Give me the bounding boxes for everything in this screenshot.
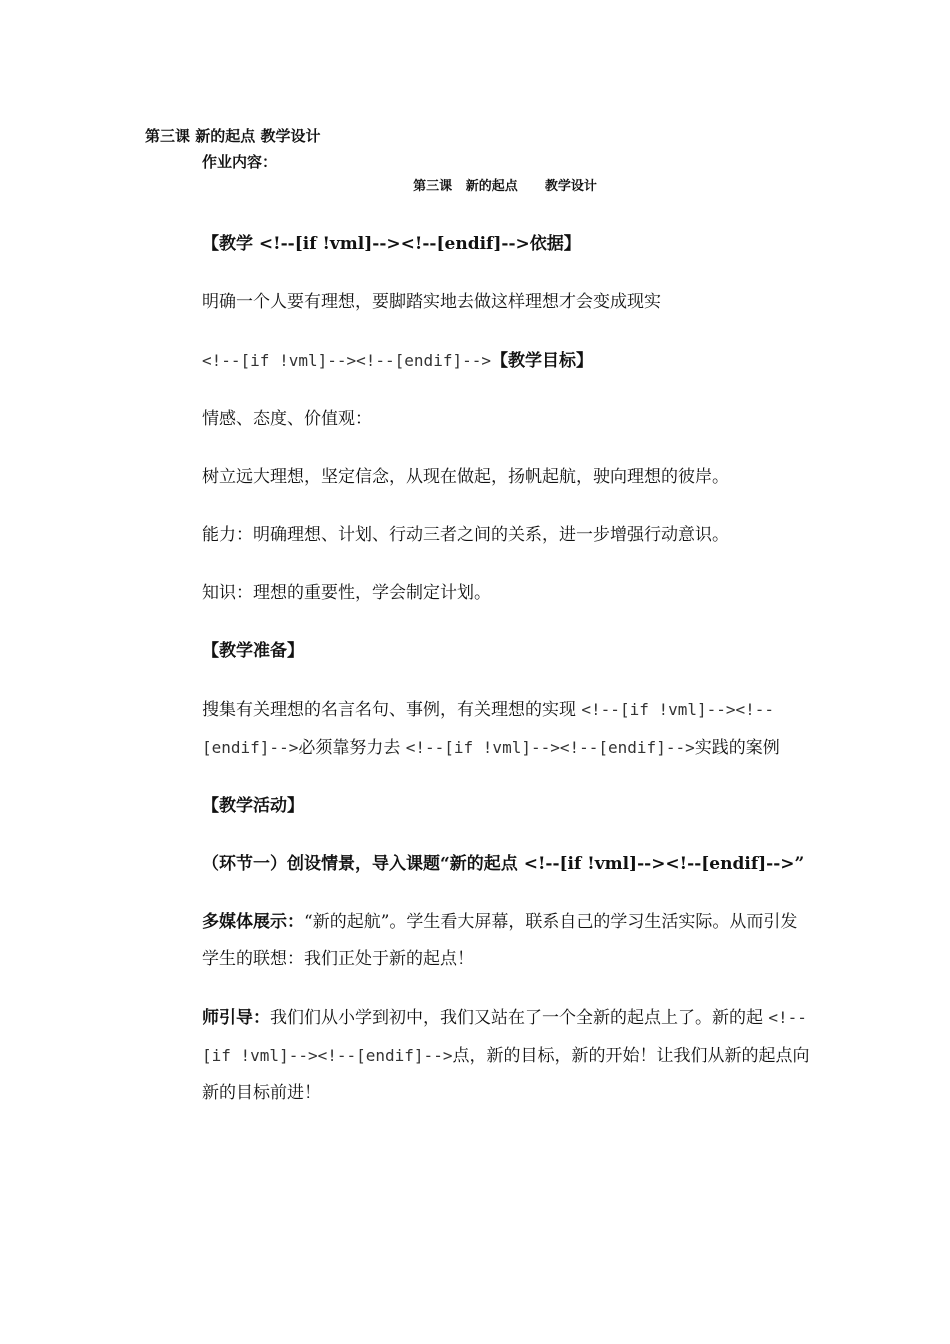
prep-paragraph: [202, 691, 812, 767]
conditional-comment-tag: <!--[if !vml]--><!--[endif]-->: [202, 351, 491, 370]
ability-text: 能力：明确理想、计划、行动三者之间的关系，进一步增强行动意识。: [202, 525, 729, 545]
prep-text-3: 实践的案例: [694, 738, 780, 758]
prep-heading: 【教学准备】: [202, 641, 304, 661]
activity-heading: 【教学活动】: [202, 796, 304, 816]
knowledge-text: 知识：理想的重要性，学会制定计划。: [202, 583, 491, 603]
emotion-label: 情感、态度、价值观：: [202, 409, 372, 429]
basis-heading: 【教学 <!--[if !vml]--><!--[endif]-->依据】: [202, 234, 581, 254]
prep-text-2: 必须靠努力去: [298, 738, 406, 758]
center-title: 第三课 新的起点 教学设计: [413, 179, 597, 194]
teacher-text-2: 点，新的目标，新的开始！让我们从新的起点向新的目标前进！: [202, 1046, 810, 1103]
media-paragraph: [202, 904, 812, 978]
emotion-text: 树立远大理想，坚定信念，从现在做起，扬帆起航，驶向理想的彼岸。: [202, 467, 729, 487]
teacher-text-1: 我们们从小学到初中，我们又站在了一个全新的起点上了。新的起: [270, 1008, 769, 1028]
basis-text: 明确一个人要有理想，要脚踏实地去做这样理想才会变成现实: [202, 292, 661, 312]
document-title: 第三课 新的起点 教学设计: [145, 127, 321, 145]
teacher-label: 师引导：: [202, 1008, 270, 1028]
conditional-comment-tag: <!--[if !vml]--><!--[endif]-->: [202, 1008, 807, 1065]
goal-heading: 【教学目标】: [490, 351, 593, 371]
document-body: [202, 226, 812, 1133]
homework-label: 作业内容：: [202, 153, 278, 171]
media-text: “新的起航”。学生看大屏幕，联系自己的学习生活实际。从而引发学生的联想：我们正处于新的起点！: [202, 912, 798, 969]
media-label: 多媒体展示：: [202, 912, 304, 932]
conditional-comment-tag: <!--[if !vml]--><!--[endif]-->: [202, 700, 775, 757]
prep-text-1: 搜集有关理想的名言名句、事例，有关理想的实现: [202, 700, 582, 720]
conditional-comment-tag: <!--[if !vml]--><!--[endif]-->: [405, 738, 695, 757]
goal-heading-line: [202, 342, 812, 380]
teacher-paragraph: [202, 999, 812, 1112]
step1-heading: （环节一）创设情景，导入课题“新的起点 <!--[if !vml]--><!--[endif]-->”: [202, 854, 805, 874]
